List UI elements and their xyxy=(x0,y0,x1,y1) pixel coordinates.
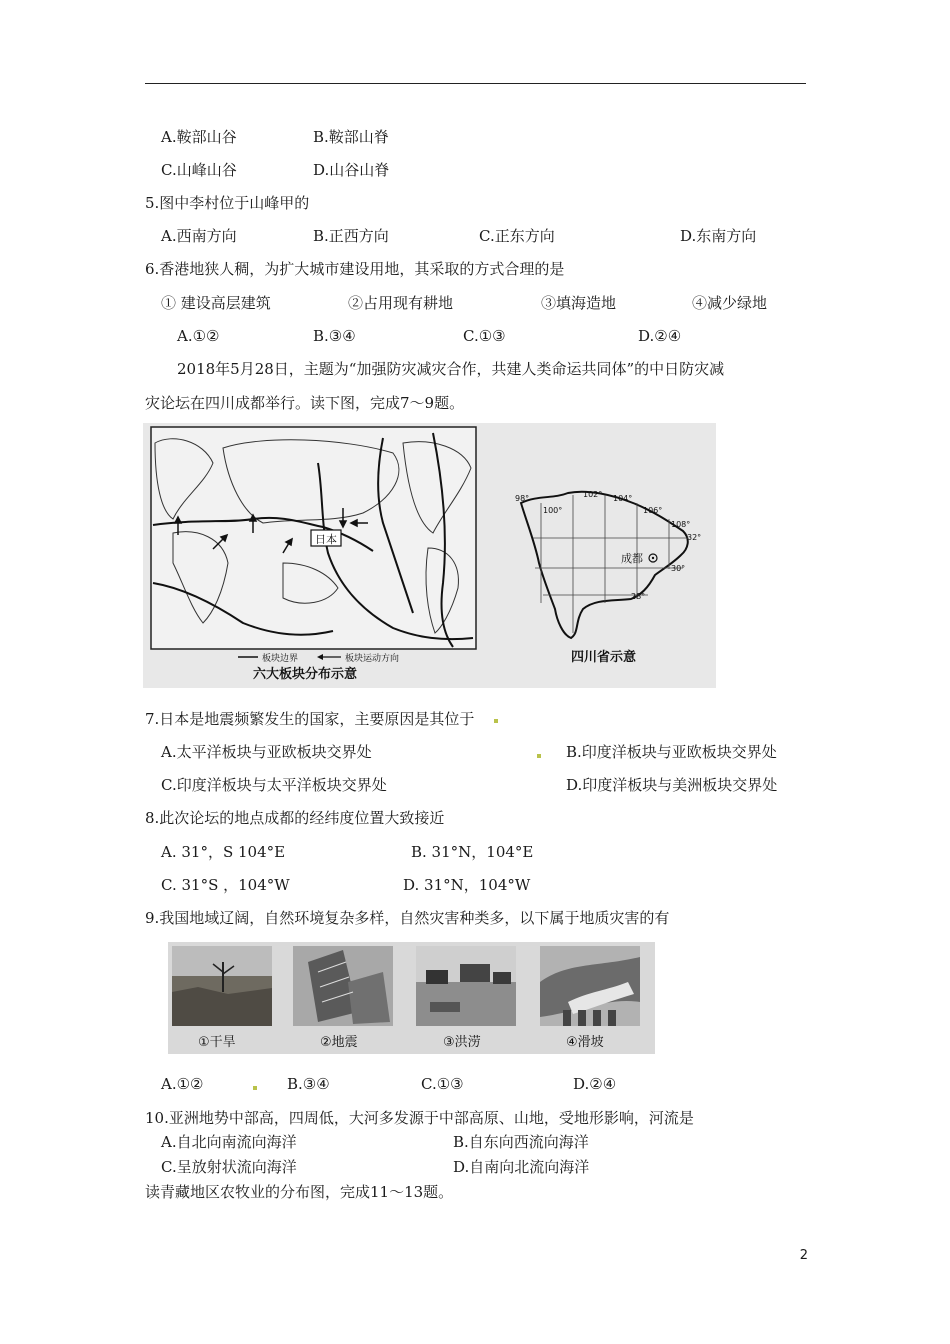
q6-option-b: B.③④ xyxy=(313,327,356,345)
japan-label: 日本 xyxy=(315,533,337,546)
lon-104: 104° xyxy=(613,494,633,503)
q6-choice-3: ③填海造地 xyxy=(541,294,617,312)
plates-caption: 六大板块分布示意 xyxy=(253,667,358,682)
lon-106: 106° xyxy=(643,506,663,515)
q8-stem: 8.此次论坛的地点成都的经纬度位置大致接近 xyxy=(145,809,445,827)
lon-98: 98° xyxy=(515,494,530,503)
intro-11-13: 读青藏地区农牧业的分布图，完成11～13题。 xyxy=(145,1183,454,1201)
q10-option-d: D.自南向北流向海洋 xyxy=(453,1158,590,1176)
q4-option-b: B.鞍部山脊 xyxy=(313,128,389,146)
q6-option-a: A.①② xyxy=(177,327,220,345)
q7-option-c: C.印度洋板块与太平洋板块交界处 xyxy=(161,776,387,794)
q4-option-a: A.鞍部山谷 xyxy=(161,128,237,146)
photo-caption-landslide: ④滑坡 xyxy=(566,1035,604,1050)
figure-plates-sichuan xyxy=(143,423,716,688)
q10-option-b: B.自东向西流向海洋 xyxy=(453,1133,589,1151)
q6-choice-1: ① 建设高层建筑 xyxy=(161,294,271,312)
intro-7-9-line2: 灾论坛在四川成都举行。读下图，完成7～9题。 xyxy=(145,394,465,412)
q9-option-d: D.②④ xyxy=(573,1075,617,1093)
legend-boundary: 板块边界 xyxy=(262,654,299,664)
q8-option-c: C. 31°S ，104°W xyxy=(161,876,290,894)
q9-option-a: A.①② xyxy=(161,1075,204,1093)
q10-stem: 10.亚洲地势中部高，四周低，大河多发源于中部高原、山地，受地形影响，河流是 xyxy=(145,1109,694,1127)
figure-svg xyxy=(143,423,716,688)
sichuan-caption: 四川省示意 xyxy=(571,650,637,665)
q5-option-d: D.东南方向 xyxy=(680,227,757,245)
q10-option-a: A.自北向南流向海洋 xyxy=(161,1133,297,1151)
lat-30: 30° xyxy=(671,564,686,573)
q7-option-b: B.印度洋板块与亚欧板块交界处 xyxy=(566,743,777,761)
photo-caption-flood: ③洪涝 xyxy=(443,1035,481,1050)
q6-stem: 6.香港地狭人稠，为扩大城市建设用地，其采取的方式合理的是 xyxy=(145,260,565,278)
lon-102: 102° xyxy=(583,490,603,499)
q5-option-a: A.西南方向 xyxy=(161,227,237,245)
photo-caption-earthquake: ②地震 xyxy=(320,1035,358,1050)
q6-option-c: C.①③ xyxy=(463,327,506,345)
q9-stem: 9.我国地域辽阔，自然环境复杂多样，自然灾害种类多，以下属于地质灾害的有 xyxy=(145,909,670,927)
page-number: 2 xyxy=(799,1248,808,1263)
lon-100: 100° xyxy=(543,506,563,515)
q8-option-d: D. 31°N，104°W xyxy=(403,876,531,894)
photo-caption-drought: ①干旱 xyxy=(198,1035,236,1050)
chengdu-label: 成都 xyxy=(621,552,643,565)
q6-choice-4: ④减少绿地 xyxy=(692,294,768,312)
q9-option-b: B.③④ xyxy=(287,1075,330,1093)
q10-option-c: C.呈放射状流向海洋 xyxy=(161,1158,297,1176)
lat-32: 32° xyxy=(687,533,702,542)
q7-option-a: A.太平洋板块与亚欧板块交界处 xyxy=(161,743,372,761)
q7-option-d: D.印度洋板块与美洲板块交界处 xyxy=(566,776,778,794)
q5-option-b: B.正西方向 xyxy=(313,227,389,245)
q7-stem: 7.日本是地震频繁发生的国家，主要原因是其位于 xyxy=(145,710,475,728)
scan-artifact-dot xyxy=(537,754,541,758)
q6-option-d: D.②④ xyxy=(638,327,682,345)
header-rule xyxy=(145,83,806,84)
lon-108: 108° xyxy=(671,520,691,529)
scan-artifact-dot xyxy=(253,1086,257,1090)
lat-28: 28° xyxy=(631,592,646,601)
q4-option-c: C.山峰山谷 xyxy=(161,161,237,179)
scan-artifact-dot xyxy=(494,719,498,723)
q6-choice-2: ②占用现有耕地 xyxy=(348,294,454,312)
q5-stem: 5.图中李村位于山峰甲的 xyxy=(145,194,310,212)
q8-option-a: A. 31°，S 104°E xyxy=(161,843,286,861)
figure-disaster-photos xyxy=(168,942,655,1054)
q9-option-c: C.①③ xyxy=(421,1075,464,1093)
q4-option-d: D.山谷山脊 xyxy=(313,161,390,179)
q5-option-c: C.正东方向 xyxy=(479,227,555,245)
q8-option-b: B. 31°N，104°E xyxy=(411,843,534,861)
legend-direction: 板块运动方向 xyxy=(345,654,400,664)
sichuan-map xyxy=(515,490,701,665)
intro-7-9-line1: 2018年5月28日，主题为“加强防灾减灾合作，共建人类命运共同体”的中日防灾减 xyxy=(177,360,725,378)
